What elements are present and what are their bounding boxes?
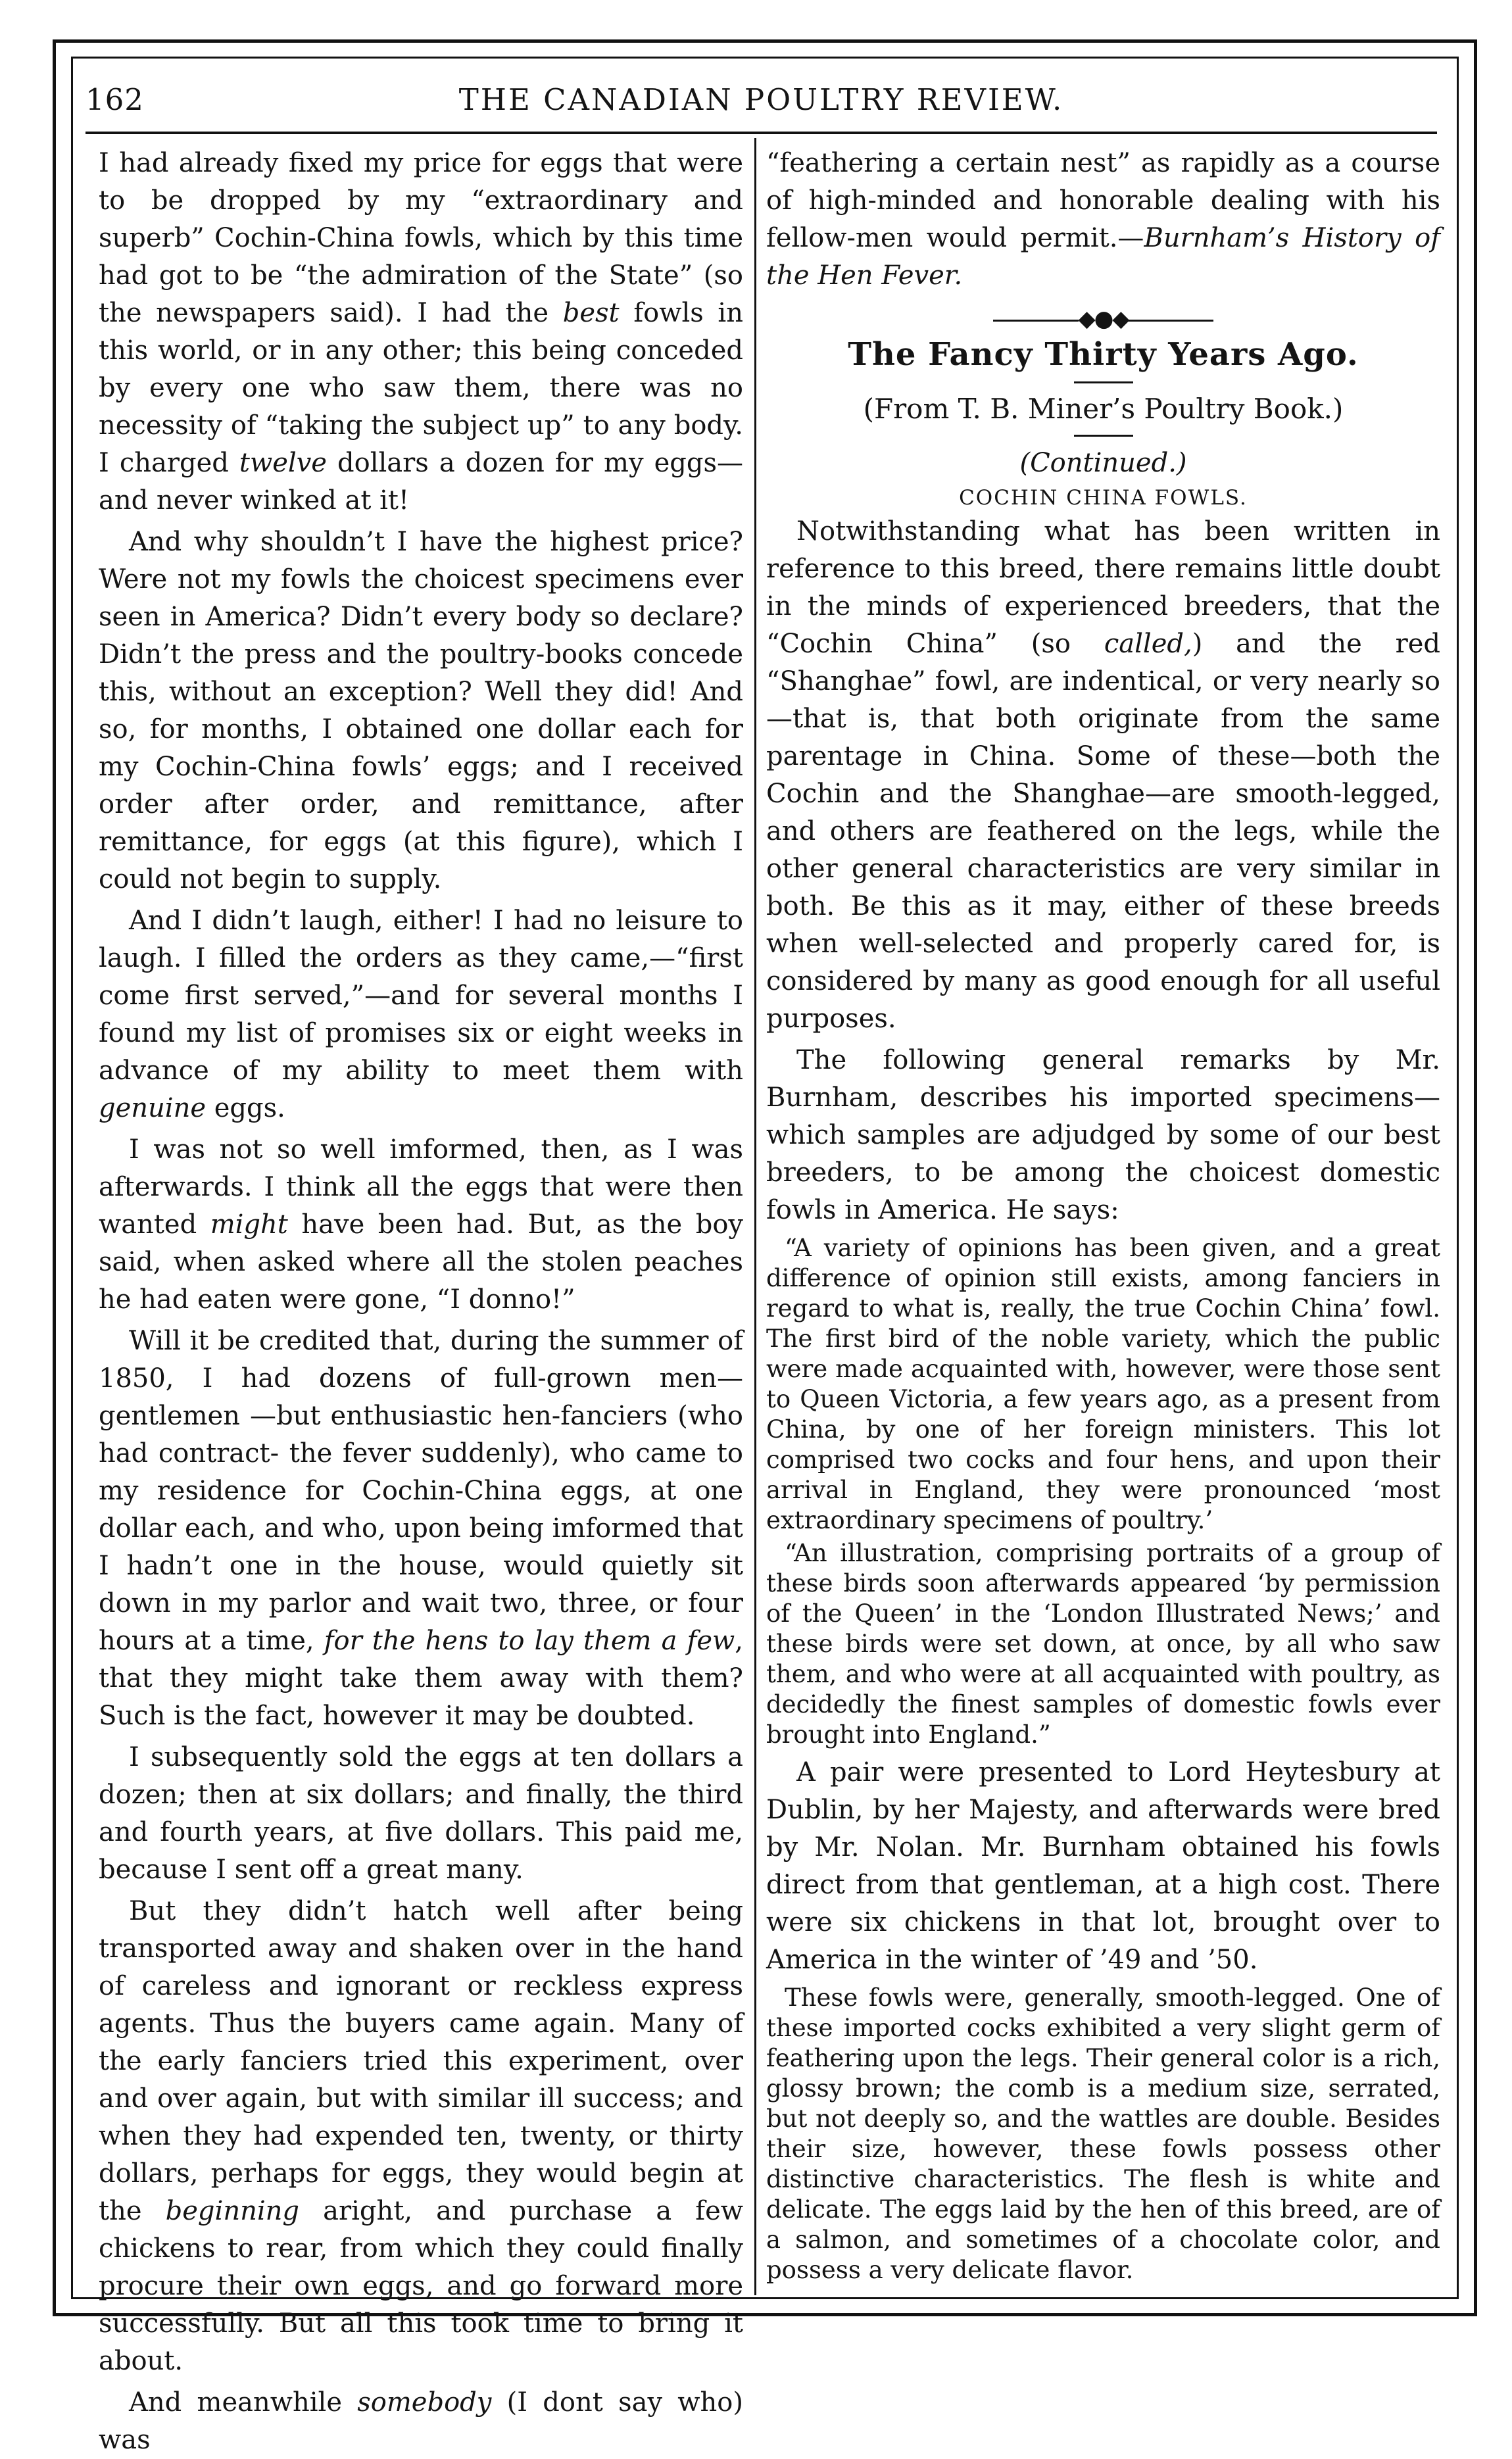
text-run: These fowls were, generally, smooth-legged. One of these imported cocks exhibited a very slight germ of feathering upon the legs. Their general color is a rich, glossy brown; the comb is a medium size, serrated, but not deeply so, and the wattles are double. Besides their size, however, these fowls possess other distinctive characteristics. The flesh is white and delicate. The eggs laid by the hen of this breed, are of a salmon, and sometimes of a chocolate color, and possess a very delicate flavor. <box>766 1984 1440 2284</box>
text-run: eggs. <box>206 1093 285 1123</box>
paragraph <box>99 1739 743 1889</box>
right-body <box>766 513 1440 2285</box>
paragraph <box>766 513 1440 1038</box>
ornament-bar-left <box>993 320 1079 322</box>
source-rule <box>1074 435 1133 437</box>
italic-text: for the hens to lay them a few <box>324 1626 735 1656</box>
text-run: I had already fixed my price for eggs that were to be dropped by my “extraordinary and superb” Cochin-China fowls, which by this time had got to be “the admiration of the State” (so the newspapers said). I had the <box>99 148 743 328</box>
text-run: Will it be credited that, during the summer of 1850, I had dozens of full-grown men—gentlemen —but enthusiastic hen-fanciers (who had contract- the fever suddenly), who came to my residence for Cochin-China eggs, at one dollar each, and who, upon being imformed that I hadn’t one in the house, would quietly sit down in my parlor and wait two, three, or four hours at a time, <box>99 1326 743 1656</box>
text-run: I subsequently sold the eggs at ten dollars a dozen; then at six dollars; and finally, the third and fourth years, at five dollars. This paid me, because I sent off a great many. <box>99 1742 743 1885</box>
quoted-paragraph <box>766 1538 1440 1750</box>
right-lead-paragraph <box>766 145 1440 295</box>
paragraph <box>99 145 743 520</box>
paragraph <box>99 1323 743 1735</box>
text-run: “feathering a certain nest” as rapidly as a course of high-minded and honorable dealing with his fellow-men would permit.— <box>766 148 1440 253</box>
title-rule <box>1074 381 1133 383</box>
running-head: THE CANADIAN POULTRY REVIEW. <box>458 82 1064 117</box>
header-rule <box>85 132 1437 134</box>
page-number: 162 <box>85 82 144 117</box>
text-run: The following general remarks by Mr. Burnham, describes his imported specimens—which samples are adjudged by some of our best breeders, to be among the choicest domestic fowls in America. He says: <box>766 1045 1440 1225</box>
text-run: But they didn’t hatch well after being transported away and shaken over in the hand of careless and ignorant or reckless express agents. Thus the buyers came again. Many of the early fanciers tried this experiment, over and over again, but with similar ill success; and when they had expended ten, twenty, or thirty dollars, perhaps for eggs, they would begin at the <box>99 1896 743 2226</box>
paragraph <box>766 1754 1440 1979</box>
text-run: And meanwhile <box>129 2387 358 2418</box>
text-run: (I dont say who) was <box>99 2387 743 2455</box>
text-run: aright, and purchase a few chickens to rear, from which they could finally procure their own eggs, and go forward more successfully. But all this took time to bring it about. <box>99 2196 743 2376</box>
italic-text: best <box>562 298 620 328</box>
column-divider <box>754 138 756 2295</box>
section-heading: COCHIN CHINA FOWLS. <box>959 486 1248 510</box>
text-run: fowls in this world, or in any other; this being conceded by every one who saw them, there was no necessity of “taking the subject up” to any body. I charged <box>99 298 743 478</box>
text-run: “A variety of opinions has been given, and a great difference of opinion still exists, among fanciers in regard to what is, really, the true Cochin China’ fowl. The first bird of the noble variety, which the public were made acquainted with, however, were those sent to Queen Victoria, a few years ago, as a present from China, by one of her foreign ministers. This lot comprised two cocks and four hens, and upon their arrival in England, they were pronounced ‘most extraordinary specimens of poultry.’ <box>766 1234 1440 1534</box>
paragraph <box>99 2384 743 2459</box>
italic-text: genuine <box>99 1093 207 1123</box>
paragraph <box>99 1893 743 2380</box>
article-title: The Fancy Thirty Years Ago. <box>848 336 1359 373</box>
italic-text: might <box>210 1209 288 1240</box>
ornament-glyph: ◆●◆ <box>1078 306 1129 332</box>
italic-text: somebody <box>357 2387 492 2418</box>
page-header <box>85 82 1437 128</box>
italic-text: beginning <box>165 2196 299 2226</box>
text-run: I was not so well imformed, then, as I was afterwards. I think all the eggs that were then wanted <box>99 1134 743 1240</box>
paragraph <box>99 523 743 898</box>
ornament-bar-right <box>1128 320 1213 322</box>
italic-text: called, <box>1104 629 1192 659</box>
paragraph <box>766 145 1440 295</box>
ornament-divider <box>766 306 1440 331</box>
quoted-paragraph <box>766 1233 1440 1536</box>
paragraph <box>99 1131 743 1319</box>
text-run: Notwithstanding what has been written in reference to this breed, there remains little doubt in the minds of experienced breeders, that the “Cochin China” (so <box>766 516 1440 659</box>
quoted-paragraph <box>766 1983 1440 2285</box>
paragraph <box>99 902 743 1127</box>
text-run: And why shouldn’t I have the highest price? Were not my fowls the choicest specimens ever seen in America? Didn’t every body so declare? Didn’t the press and the poultry-books concede this, without an exception? Well they did! And so, for months, I obtained one dollar each for my Cochin-China fowls’ eggs; and I received order after order, and remittance, after remittance, for eggs (at this figure), which I could not begin to supply. <box>99 527 743 894</box>
italic-text: Burnham’s History of the Hen Fever. <box>766 223 1440 291</box>
right-column <box>766 145 1440 2285</box>
text-run: ) and the red “Shanghae” fowl, are indentical, or very nearly so—that is, that both originate from the same parentage in China. Some of these—both the Cochin and the Shanghae—are smooth-legged, and others are feathered on the legs, while the other general characteristics are very similar in both. Be this as it may, either of these breeds when well-selected and properly cared for, is considered by many as good enough for all useful purposes. <box>766 629 1441 1034</box>
italic-text: twelve <box>239 448 327 478</box>
continued-note: (Continued.) <box>1019 448 1187 478</box>
text-run: A pair were presented to Lord Heytesbury at Dublin, by her Majesty, and afterwards were bred by Mr. Nolan. Mr. Burnham obtained his fowls direct from that gentleman, at a high cost. There were six chickens in that lot, brought over to America in the winter of ’49 and ’50. <box>766 1757 1440 1975</box>
text-run: , that they might take them away with them? Such is the fact, however it may be doubted. <box>99 1626 743 1731</box>
text-run: “An illustration, comprising portraits of a group of these birds soon afterwards appeared ‘by permission of the Queen’ in the ‘London Illustrated News;’ and these birds were set down, at once, by all who saw them, and who were at all acquainted with poultry, as decidedly the finest samples of domestic fowls ever brought into England.” <box>766 1539 1440 1749</box>
paragraph <box>766 1042 1440 1229</box>
left-column <box>99 145 743 2459</box>
text-run: dollars a dozen for my eggs—and never winked at it! <box>99 448 744 516</box>
text-run: have been had. But, as the boy said, when asked where all the stolen peaches he had eaten were gone, “I donno!” <box>99 1209 743 1315</box>
text-run: And I didn’t laugh, either! I had no leisure to laugh. I filled the orders as they came,—“first come first served,”—and for several months I found my list of promises six or eight weeks in advance of my ability to meet them with <box>99 906 743 1086</box>
source-line: (From T. B. Miner’s Poultry Book.) <box>863 393 1344 425</box>
